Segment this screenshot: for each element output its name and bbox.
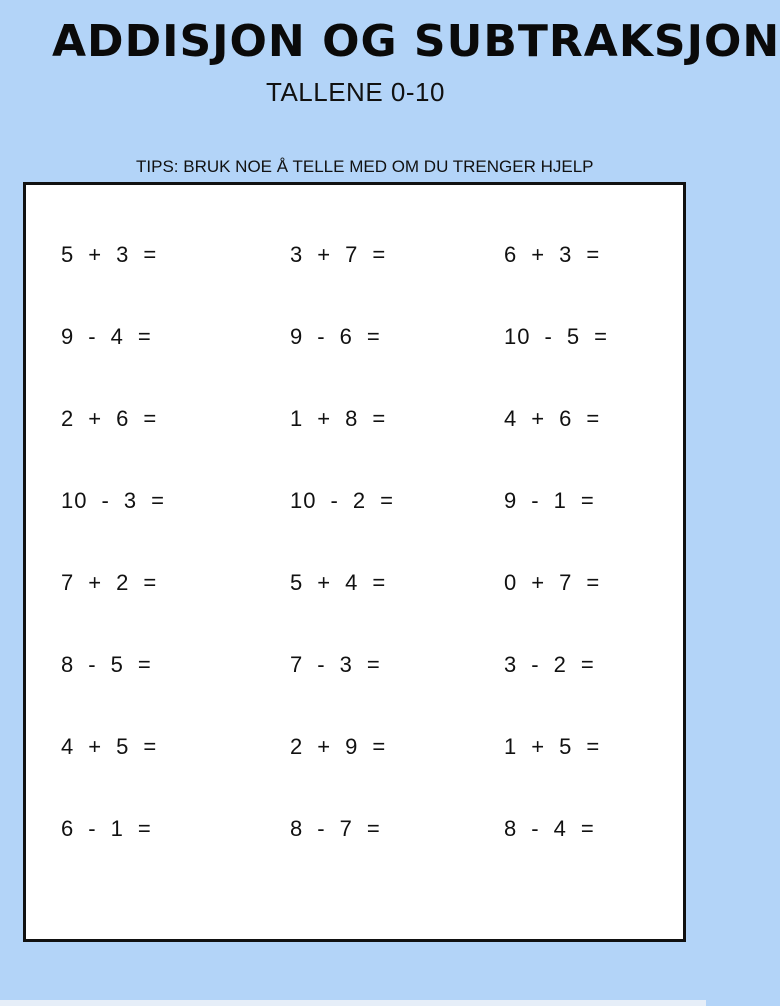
problem-operator: +	[531, 570, 546, 595]
problem-operator: +	[88, 570, 103, 595]
problem-item	[61, 240, 231, 270]
problem-operand-a: 4	[61, 734, 75, 759]
problem-operator: -	[531, 816, 540, 841]
problem-operator: -	[317, 324, 326, 349]
problem-equals: =	[372, 242, 387, 267]
problem-operand-a: 3	[504, 652, 518, 677]
problem-operand-a: 8	[504, 816, 518, 841]
bottom-strip	[0, 1000, 706, 1006]
problem-operator: +	[531, 406, 546, 431]
problem-operand-a: 4	[504, 406, 518, 431]
problem-item	[61, 486, 231, 516]
problem-operand-a: 10	[290, 488, 317, 513]
problem-item	[61, 650, 231, 680]
problem-operand-b: 1	[110, 816, 124, 841]
problem-item	[504, 404, 674, 434]
problem-operand-b: 1	[553, 488, 567, 513]
problem-operator: +	[317, 242, 332, 267]
problem-operand-b: 2	[352, 488, 367, 513]
problem-operand-b: 7	[339, 816, 353, 841]
problem-equals: =	[151, 488, 165, 513]
problem-operand-b: 3	[339, 652, 353, 677]
problem-operand-a: 6	[504, 242, 518, 267]
problem-operand-a: 2	[61, 406, 75, 431]
problem-operand-a: 8	[61, 652, 75, 677]
problem-operand-b: 7	[345, 242, 359, 267]
problem-operator: -	[88, 324, 97, 349]
problem-equals: =	[594, 324, 608, 349]
problem-operand-b: 7	[559, 570, 573, 595]
problem-operand-a: 7	[61, 570, 75, 595]
problem-operand-b: 8	[345, 406, 359, 431]
problem-operand-a: 7	[290, 652, 304, 677]
problem-item	[290, 322, 460, 352]
problem-operand-a: 2	[290, 734, 304, 759]
problem-operand-b: 6	[559, 406, 573, 431]
problem-operator: -	[317, 816, 326, 841]
problem-equals: =	[380, 488, 394, 513]
problem-operand-b: 6	[116, 406, 130, 431]
problem-operand-b: 3	[559, 242, 573, 267]
problem-equals: =	[372, 734, 387, 759]
problem-equals: =	[372, 406, 387, 431]
problem-operand-b: 5	[116, 734, 130, 759]
problem-equals: =	[366, 652, 381, 677]
problem-equals: =	[372, 570, 387, 595]
problem-operator: +	[531, 734, 546, 759]
problem-item	[290, 404, 460, 434]
problem-item	[290, 568, 460, 598]
page-title: ADDISJON OG SUBTRAKSJON	[52, 16, 780, 67]
problem-operand-a: 10	[61, 488, 88, 513]
problem-item	[504, 240, 674, 270]
page-subtitle: TALLENE 0-10	[266, 77, 445, 107]
problem-equals: =	[580, 488, 595, 513]
problem-item	[61, 568, 231, 598]
problem-equals: =	[580, 816, 595, 841]
problem-equals: =	[137, 816, 152, 841]
problem-item	[504, 322, 674, 352]
problem-operand-a: 8	[290, 816, 304, 841]
problem-equals: =	[586, 406, 601, 431]
problem-operand-b: 9	[345, 734, 359, 759]
problem-item	[290, 486, 460, 516]
problem-equals: =	[366, 324, 381, 349]
worksheet-box	[23, 182, 686, 942]
problem-item	[504, 814, 674, 844]
problem-item	[290, 240, 460, 270]
problem-operator: +	[317, 734, 332, 759]
problem-operand-b: 5	[566, 324, 581, 349]
problem-item	[61, 322, 231, 352]
problem-operand-b: 2	[553, 652, 567, 677]
problem-operator: -	[531, 488, 540, 513]
problem-operator: -	[88, 816, 97, 841]
problem-operand-b: 4	[345, 570, 359, 595]
problem-item	[61, 732, 231, 762]
problem-operand-a: 1	[290, 406, 304, 431]
problem-operator: -	[330, 488, 339, 513]
problem-item	[504, 650, 674, 680]
problem-operand-b: 5	[110, 652, 124, 677]
problem-operator: +	[88, 734, 103, 759]
problem-operator: +	[317, 406, 332, 431]
problem-operand-b: 3	[123, 488, 138, 513]
problem-operator: +	[317, 570, 332, 595]
problem-equals: =	[143, 734, 158, 759]
problem-equals: =	[366, 816, 381, 841]
problem-operand-a: 5	[290, 570, 304, 595]
problem-operator: +	[88, 242, 103, 267]
problem-operator: -	[317, 652, 326, 677]
problem-operand-a: 3	[290, 242, 304, 267]
problem-item	[504, 486, 674, 516]
problem-operand-a: 5	[61, 242, 75, 267]
problem-equals: =	[586, 570, 601, 595]
tips-text: TIPS: BRUK NOE Å TELLE MED OM DU TRENGER HJELP	[136, 157, 594, 176]
problem-equals: =	[143, 570, 158, 595]
problem-operator: +	[88, 406, 103, 431]
problem-operand-b: 4	[553, 816, 567, 841]
problem-operand-a: 0	[504, 570, 518, 595]
problem-operand-a: 10	[504, 324, 531, 349]
problem-equals: =	[143, 242, 158, 267]
problem-operand-b: 3	[116, 242, 130, 267]
problem-equals: =	[586, 734, 601, 759]
problem-equals: =	[137, 652, 152, 677]
problem-operand-a: 9	[61, 324, 75, 349]
problem-operator: -	[101, 488, 110, 513]
problem-operand-a: 6	[61, 816, 75, 841]
problem-equals: =	[580, 652, 595, 677]
problem-item	[504, 568, 674, 598]
problem-equals: =	[143, 406, 158, 431]
problem-operand-b: 6	[339, 324, 353, 349]
problem-operator: +	[531, 242, 546, 267]
problem-operator: -	[544, 324, 553, 349]
problem-item	[61, 814, 231, 844]
problem-operand-a: 9	[290, 324, 304, 349]
problem-operand-b: 4	[110, 324, 124, 349]
problem-operand-a: 9	[504, 488, 518, 513]
problem-operand-a: 1	[504, 734, 518, 759]
problem-operand-b: 2	[116, 570, 130, 595]
problem-item	[290, 732, 460, 762]
problem-item	[290, 650, 460, 680]
problem-operator: -	[88, 652, 97, 677]
problem-equals: =	[586, 242, 601, 267]
problem-item	[504, 732, 674, 762]
problem-operand-b: 5	[559, 734, 573, 759]
problem-item	[290, 814, 460, 844]
problem-item	[61, 404, 231, 434]
problem-equals: =	[137, 324, 152, 349]
problem-operator: -	[531, 652, 540, 677]
